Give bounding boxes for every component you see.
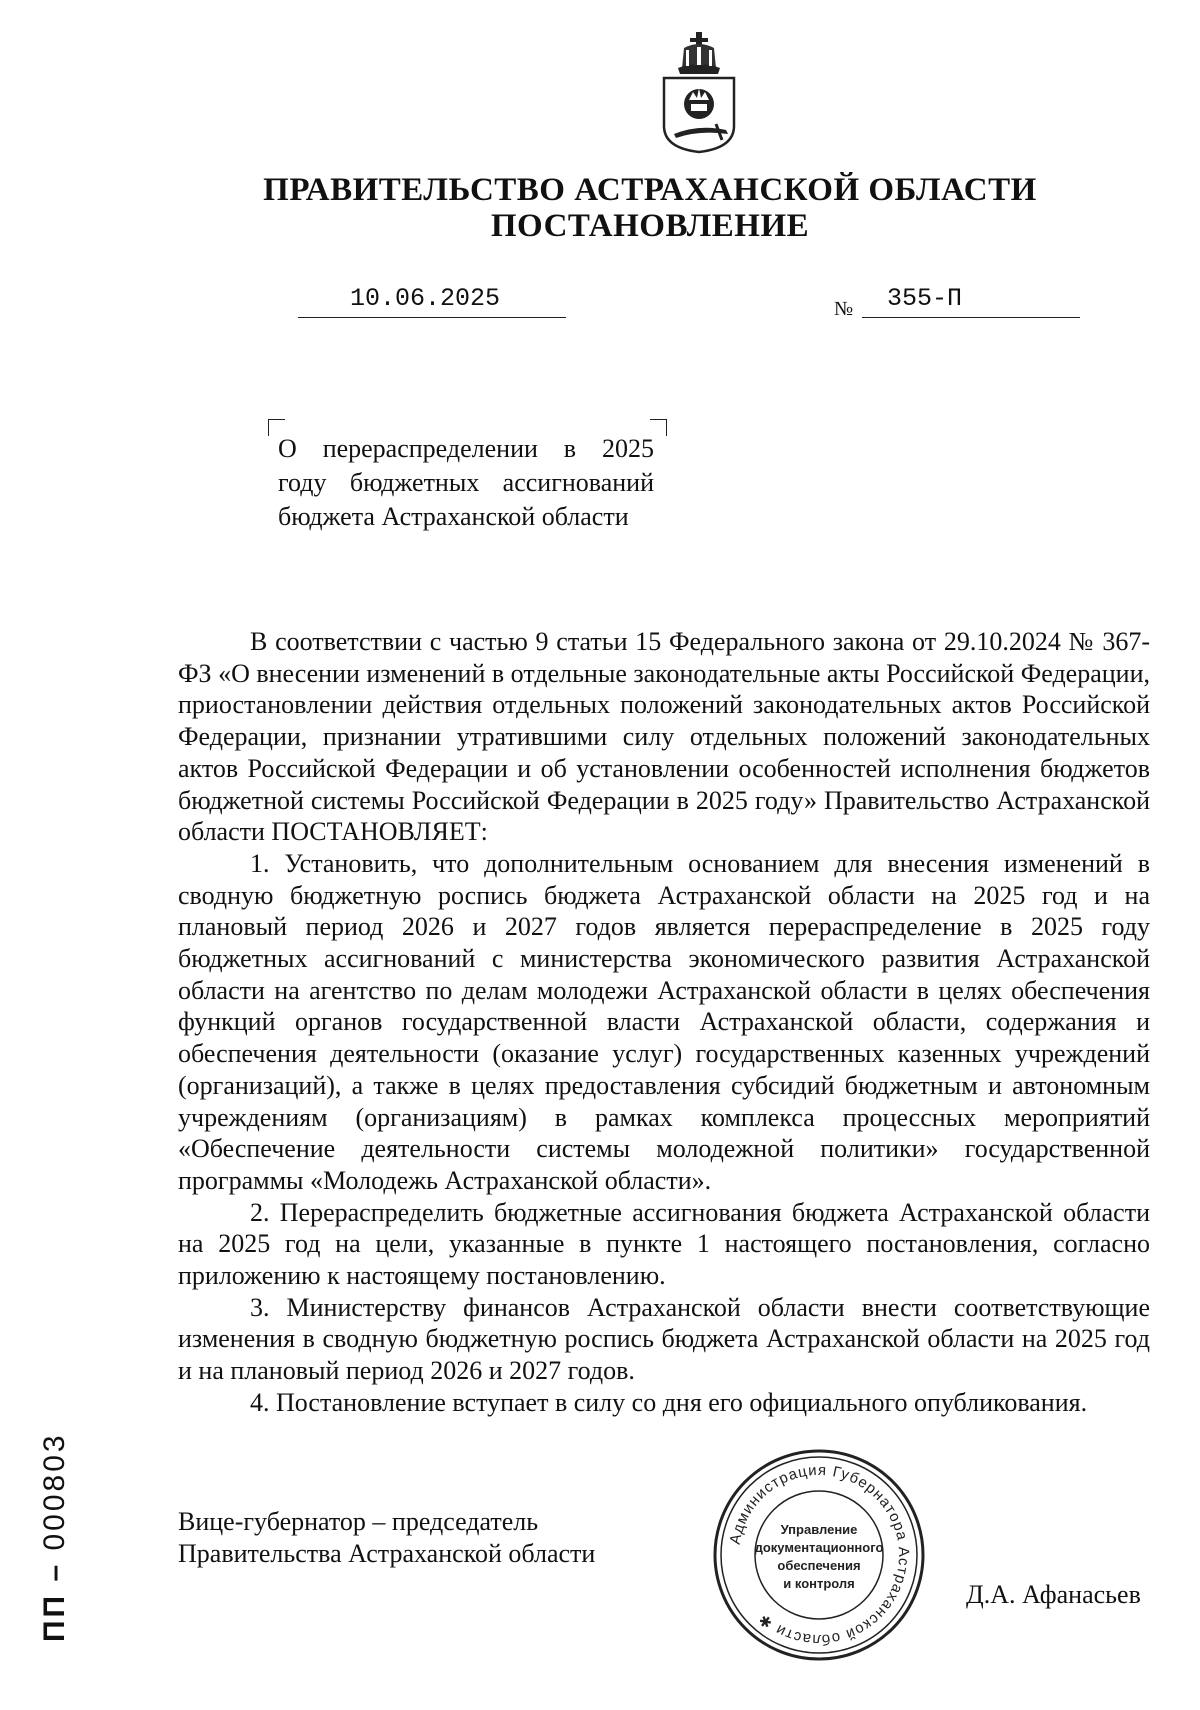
svg-text:Управление: Управление	[780, 1522, 858, 1537]
svg-text:обеспечения: обеспечения	[777, 1558, 861, 1573]
side-code-prefix: ПП –	[38, 1561, 71, 1642]
document-subject	[278, 432, 654, 534]
signatory-position-line: Вице-губернатор – председатель	[178, 1507, 539, 1536]
side-code-number: 000803	[38, 1432, 71, 1551]
clause-paragraph: 2. Перераспределить бюджетные ассигнования бюджета Астраханской области на 2025 год на цели, указанные в пункте 1 настоящего постановления, согласно приложению к настоящему постановлению.	[178, 1197, 1150, 1291]
signatory-position-line: Правительства Астраханской области	[178, 1539, 596, 1568]
preamble-paragraph: В соответствии с частью 9 статьи 15 Федерального закона от 29.10.2024 № 367-ФЗ «О внесении изменений в отдельные законодательные акты Российской Федерации, приостановлении действия отдельных положений законодательных актов Российской Федерации, признании утратившими силу отдельных положений законодательных актов Российской Федерации и об установлении особенностей исполнения бюджетов бюджетной системы Российской Федерации в 2025 году» Правительство Астраханской области ПОСТАНОВЛЯЕТ:	[178, 627, 1150, 847]
signatory-name: Д.А. Афанасьев	[966, 1580, 1141, 1609]
document-number: 355-П	[887, 284, 963, 313]
document-type-title: ПОСТАНОВЛЕНИЕ	[490, 208, 810, 244]
subject-line: году бюджетных ассигнований	[278, 468, 654, 497]
svg-text:документационного: документационного	[754, 1540, 884, 1555]
subject-line: бюджета Астраханской области	[278, 502, 629, 531]
subject-line: О перераспределении в 2025	[278, 434, 654, 463]
clause-paragraph: 3. Министерству финансов Астраханской области внести соответствующие изменения в сводную бюджетную роспись бюджета Астраханской области на 2025 год и на плановый период 2026 и 2027 годов.	[178, 1292, 1150, 1386]
signatory-position	[178, 1506, 595, 1570]
organization-title: ПРАВИТЕЛЬСТВО АСТРАХАНСКОЙ ОБЛАСТИ	[263, 172, 1037, 208]
svg-text:Администрация Губернатора Астр: Администрация Губернатора Астраханской области ✱	[726, 1461, 913, 1649]
official-seal-stamp	[712, 1448, 926, 1662]
number-sign: №	[834, 298, 854, 320]
clause-paragraph: 1. Установить, что дополнительным основанием для внесения изменений в сводную бюджетную роспись бюджета Астраханской области на 2025 год и на плановый период 2026 и 2027 годов является перераспределение в 2025 году бюджетных ассигнований с министерства экономического развития Астраханской области на агентство по делам молодежи Астраханской области в целях обеспечения функций органов государственной власти Астраханской области, содержания и обеспечения деятельности (оказание услуг) государственных казенных учреждений (организаций), а также в целях предоставления субсидий бюджетным и автономным учреждениям (организациям) в рамках комплекса процессных мероприятий «Обеспечение деятельности системы молодежной политики» государственной программы «Молодежь Астраханской области».	[178, 848, 1150, 1195]
svg-text:и контроля: и контроля	[783, 1576, 855, 1591]
side-registration-code	[38, 1432, 72, 1642]
document-body	[178, 626, 1150, 1419]
document-date: 10.06.2025	[350, 284, 501, 313]
clause-paragraph: 4. Постановление вступает в силу со дня его официального опубликования.	[250, 1387, 1088, 1417]
coat-of-arms-emblem	[656, 30, 742, 156]
